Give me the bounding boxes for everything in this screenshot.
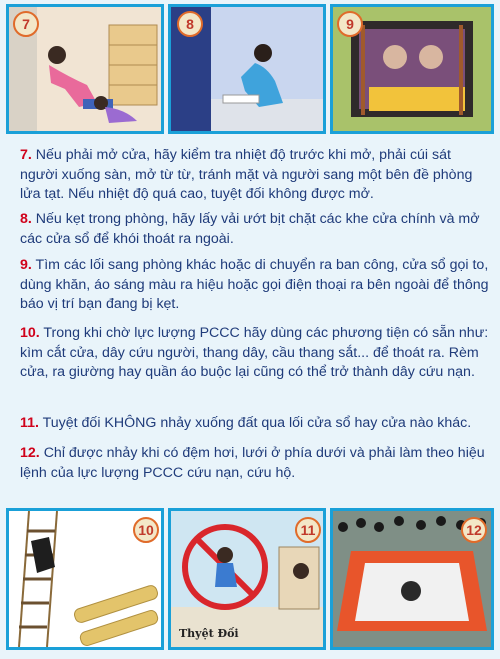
instruction-item-12 <box>20 444 490 483</box>
panel-8-illustration <box>168 4 326 134</box>
panel-number-badge: 7 <box>13 11 39 37</box>
panel-number-badge: 8 <box>177 11 203 37</box>
item-text: Nếu phải mở cửa, hãy kiểm tra nhiệt độ trước khi mở, phải cúi sát người xuống sàn, mở từ từ, tránh mặt và người sang một bên đề phòng lửa tạt. Nếu nhiệt độ quá cao, tuyệt đối không được mở. <box>20 147 473 202</box>
panel-number-badge: 9 <box>337 11 363 37</box>
panel-7-illustration <box>6 4 164 134</box>
instruction-item-9 <box>20 256 490 315</box>
instruction-item-10 <box>20 324 490 383</box>
instruction-item-8 <box>20 210 490 249</box>
instruction-item-11 <box>20 414 490 434</box>
panel-11-illustration <box>168 508 326 650</box>
item-number: 9. <box>20 257 32 273</box>
panel-12-illustration <box>330 508 494 650</box>
item-text: Trong khi chờ lực lượng PCCC hãy dùng các phương tiện có sẵn như: kìm cắt cửa, dây cứu người, thang dây, cầu thang sắt... để thoát ra. Rèm cửa, ra giường hay quần áo buộc lại cũng có thể trở thành dây cứu nạn. <box>20 325 489 380</box>
item-number: 11. <box>20 415 39 431</box>
item-text: Tìm các lối sang phòng khác hoặc di chuyển ra ban công, cửa sổ gọi to, dùng khăn, áo sáng màu ra hiệu hoặc gọi điện thoại ra bên ngoài để thông báo vị trí bạn đang bị kẹt. <box>20 257 489 312</box>
instruction-item-7 <box>20 146 490 205</box>
panel-number-badge: 11 <box>295 517 321 543</box>
no-jumping-caption: Thyệt Đối <box>179 627 239 640</box>
panel-number-badge: 12 <box>461 517 487 543</box>
instructions-text-block <box>8 142 492 498</box>
item-number: 8. <box>20 211 32 227</box>
item-number: 7. <box>20 147 32 163</box>
item-number: 12. <box>20 445 40 461</box>
item-text: Chỉ được nhảy khi có đệm hơi, lưới ở phía dưới và phải làm theo hiệu lệnh của lực lượng PCCC cứu nạn, cứu hộ. <box>20 445 485 481</box>
panel-9-illustration <box>330 4 494 134</box>
item-number: 10. <box>20 325 40 341</box>
panel-10-illustration <box>6 508 164 650</box>
panel-number-badge: 10 <box>133 517 159 543</box>
item-text: Tuyệt đối KHÔNG nhảy xuống đất qua lối cửa sổ hay cửa nào khác. <box>42 415 472 431</box>
item-text: Nếu kẹt trong phòng, hãy lấy vải ướt bịt chặt các khe cửa chính và mở các cửa sổ để khói thoát ra ngoài. <box>20 211 480 247</box>
